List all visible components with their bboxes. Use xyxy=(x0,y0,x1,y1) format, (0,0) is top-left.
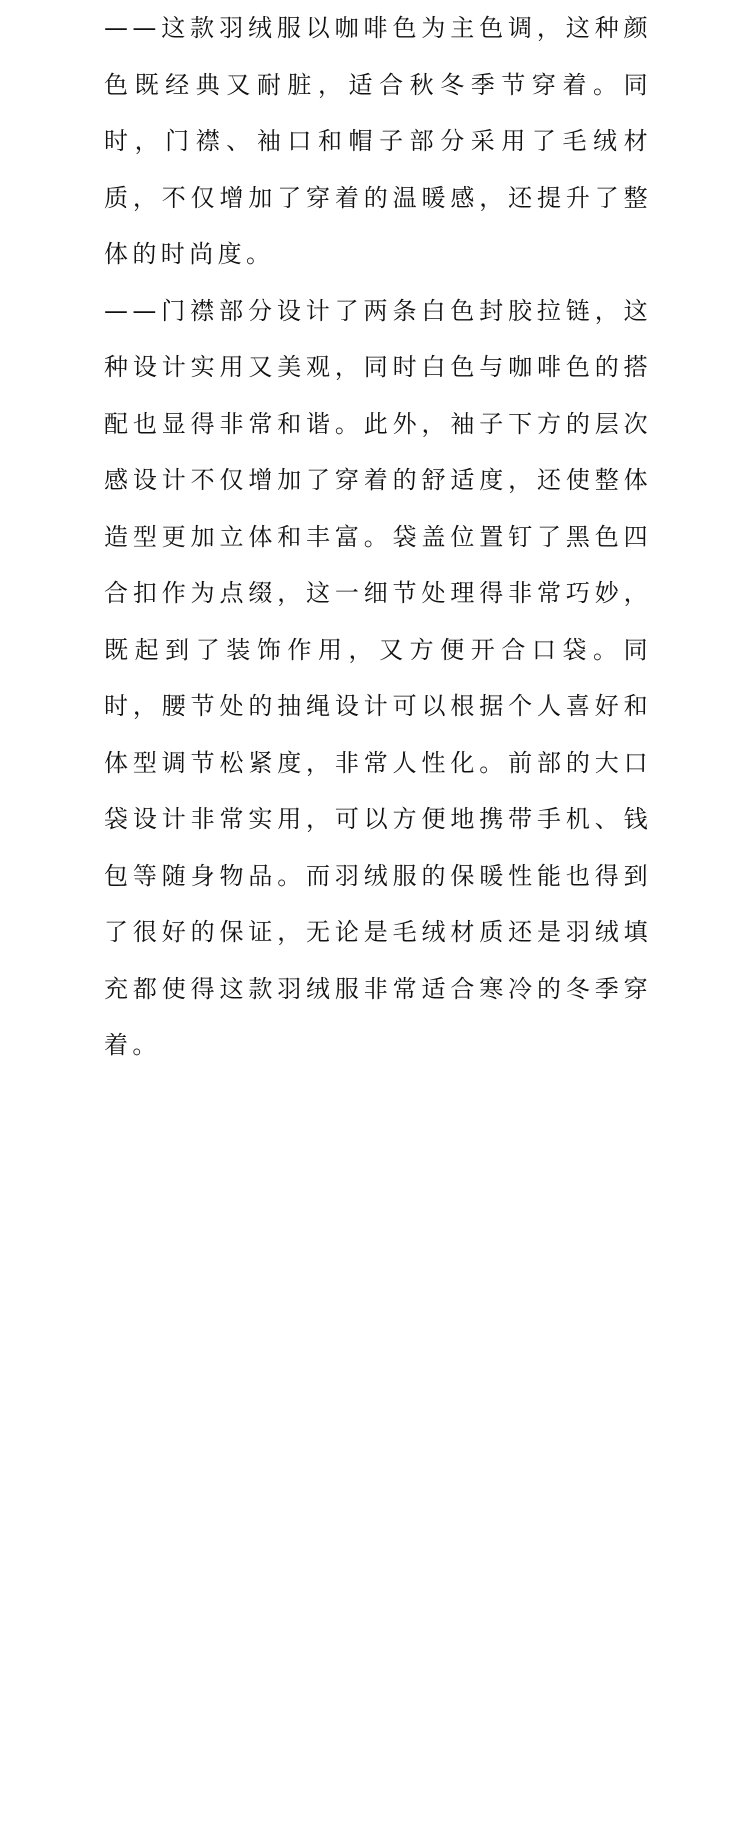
article-body xyxy=(104,0,652,1074)
paragraph-color-material: ——这款羽绒服以咖啡色为主色调，这种颜色既经典又耐脏，适合秋冬季节穿着。同时，门襟、袖口和帽子部分采用了毛绒材质，不仅增加了穿着的温暖感，还提升了整体的时尚度。 xyxy=(104,14,652,268)
paragraph-design-details: ——门襟部分设计了两条白色封胶拉链，这种设计实用又美观，同时白色与咖啡色的搭配也显得非常和谐。此外，袖子下方的层次感设计不仅增加了穿着的舒适度，还使整体造型更加立体和丰富。袋盖位置钉了黑色四合扣作为点缀，这一细节处理得非常巧妙，既起到了装饰作用，又方便开合口袋。同时，腰节处的抽绳设计可以根据个人喜好和体型调节松紧度，非常人性化。前部的大口袋设计非常实用，可以方便地携带手机、钱包等随身物品。而羽绒服的保暖性能也得到了很好的保证，无论是毛绒材质还是羽绒填充都使得这款羽绒服非常适合寒冷的冬季穿着。 xyxy=(104,296,652,1059)
